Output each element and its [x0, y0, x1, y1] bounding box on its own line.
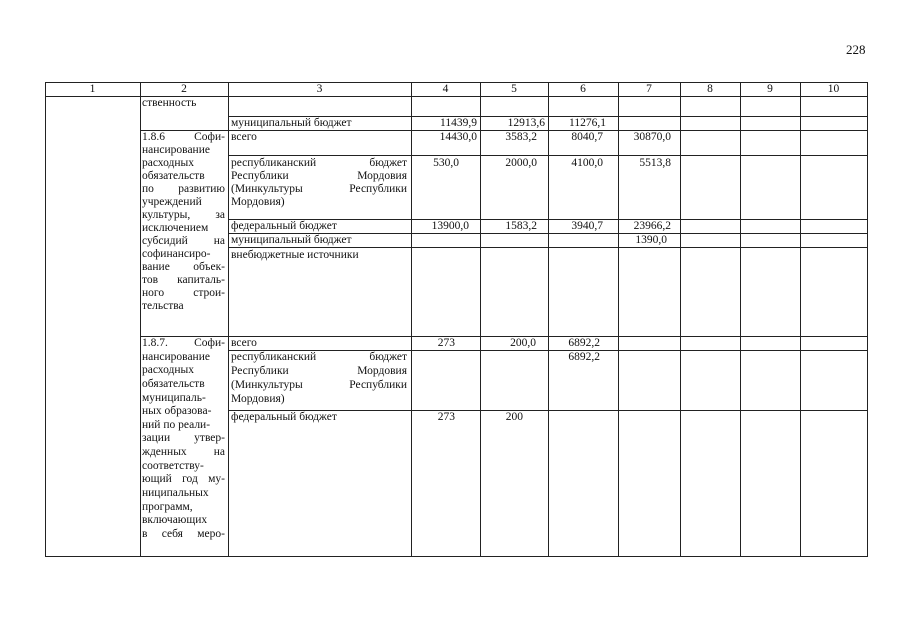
funding-source-total: всего — [231, 131, 257, 143]
activity-line: программ, — [142, 501, 193, 513]
activity-line: жденных на — [142, 446, 225, 458]
funding-source-total: всего — [231, 337, 257, 349]
activity-line: 1.8.7. Софи- — [142, 337, 225, 349]
activity-line: исключением — [142, 222, 209, 234]
activity-line: включающих — [142, 514, 208, 526]
column-header-3: 3 — [316, 83, 323, 95]
col-border — [140, 82, 141, 557]
column-header-5: 5 — [511, 83, 517, 95]
activity-line: ний по реали- — [142, 419, 211, 431]
col-border — [618, 82, 619, 557]
funding-source-offbudget: внебюджетные источники — [231, 249, 359, 261]
activity-line: зации утвер- — [142, 432, 225, 444]
column-header-8: 8 — [707, 83, 713, 95]
activity-line: муниципаль- — [142, 392, 206, 404]
activity-continuation: ственность — [142, 97, 197, 109]
source-line: Мордовия) — [231, 196, 285, 208]
value-col7: 23966,2 — [633, 220, 671, 232]
col-border — [548, 82, 549, 557]
value-col4: 530,0 — [433, 157, 459, 169]
value-col5: 200 — [505, 411, 523, 423]
col-border — [411, 82, 412, 557]
column-header-1: 1 — [89, 83, 96, 95]
activity-line: тов капиталь- — [142, 274, 225, 286]
value-col4: 11439,9 — [440, 117, 477, 129]
activity-line: культуры, за — [142, 209, 225, 221]
activity-line: ниципальных — [142, 487, 209, 499]
value-col4: 273 — [437, 337, 455, 349]
column-header-6: 6 — [580, 83, 586, 95]
source-line: Республики Мордовия — [231, 170, 407, 182]
activity-line: соответству- — [142, 460, 204, 472]
activity-line: софинансиро- — [142, 248, 211, 260]
activity-line: тельства — [142, 300, 184, 312]
value-col6: 6892,2 — [568, 337, 600, 349]
value-col4: 14430,0 — [439, 131, 477, 143]
value-col6: 4100,0 — [571, 157, 603, 169]
activity-line: ющий год му- — [142, 473, 225, 485]
value-col5: 3583,2 — [505, 131, 537, 143]
activity-line: по развитию — [142, 183, 225, 195]
column-header-9: 9 — [767, 83, 773, 95]
col-border — [867, 82, 868, 557]
column-header-4: 4 — [442, 83, 449, 95]
source-line: Мордовия) — [231, 393, 285, 405]
col-border — [740, 82, 741, 557]
value-col5: 12913,6 — [507, 117, 545, 129]
activity-line: вание объек- — [142, 261, 225, 273]
source-line: республиканский бюджет — [231, 351, 407, 363]
activity-line: 1.8.6 Софи- — [142, 131, 225, 143]
col-border — [45, 82, 46, 557]
source-line: Республики Мордовия — [231, 365, 407, 377]
funding-source: муниципальный бюджет — [231, 117, 352, 129]
source-line: республиканский бюджет — [231, 157, 407, 169]
activity-line: учреждений — [142, 196, 202, 208]
activity-line: субсидий на — [142, 235, 225, 247]
value-col5: 200,0 — [510, 337, 536, 349]
funding-source-federal: федеральный бюджет — [231, 220, 337, 232]
funding-source-municipal: муниципальный бюджет — [231, 234, 352, 246]
activity-line: ных образова- — [142, 405, 212, 417]
activity-line: нансирование — [142, 351, 210, 363]
activity-line: обязательств — [142, 378, 205, 390]
value-col6: 6892,2 — [568, 351, 600, 363]
activity-line: расходных — [142, 157, 195, 169]
col-border — [680, 82, 681, 557]
source-line: (Минкультуры Республики — [231, 379, 407, 391]
col-border — [800, 82, 801, 557]
value-col6: 3940,7 — [571, 220, 603, 232]
page-number: 228 — [846, 42, 866, 57]
value-col4: 273 — [437, 411, 455, 423]
funding-source-federal: федеральный бюджет — [231, 411, 337, 423]
value-col5: 1583,2 — [505, 220, 537, 232]
source-line: (Минкультуры Республики — [231, 183, 407, 195]
value-col4: 13900,0 — [431, 220, 469, 232]
activity-line: обязательств — [142, 170, 205, 182]
column-header-10: 10 — [827, 83, 840, 95]
value-col7: 5513,8 — [639, 157, 671, 169]
value-col6: 11276,1 — [569, 117, 606, 129]
value-col7: 30870,0 — [633, 131, 671, 143]
activity-line: нансирование — [142, 144, 210, 156]
value-col7: 1390,0 — [635, 234, 667, 246]
table-bottom-border — [45, 556, 868, 557]
column-header-2: 2 — [181, 83, 187, 95]
col-border — [228, 82, 229, 557]
activity-line: расходных — [142, 364, 195, 376]
activity-line: ного строи- — [142, 287, 225, 299]
col-border — [480, 82, 481, 557]
column-header-7: 7 — [646, 83, 652, 95]
value-col6: 8040,7 — [571, 131, 603, 143]
activity-line: в себя меро- — [142, 528, 225, 540]
value-col5: 2000,0 — [505, 157, 537, 169]
